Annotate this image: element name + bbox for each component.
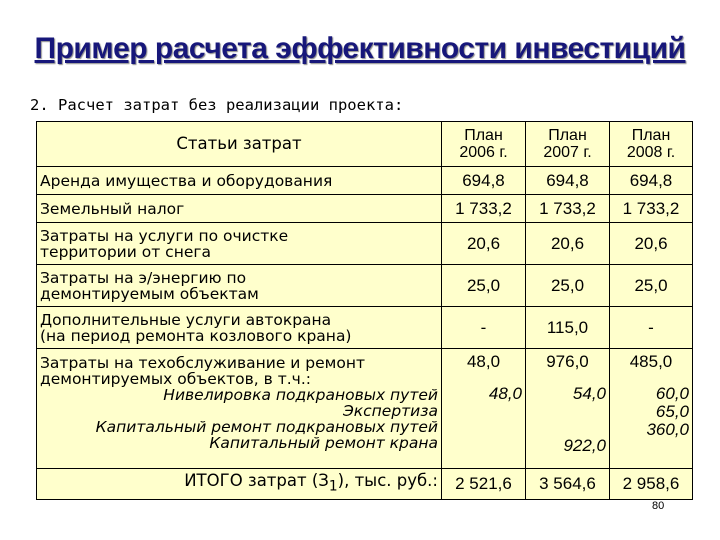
table-row <box>37 265 693 307</box>
cell-2007: 1 733,2 <box>526 195 610 223</box>
table-row <box>37 307 693 349</box>
subtotal-value: 976,0 <box>546 352 589 371</box>
cell-2006 <box>442 349 526 469</box>
sub-item-value: 54,0 <box>572 384 606 403</box>
total-2006: 2 521,6 <box>442 469 526 500</box>
total-label-text: ), тыс. руб.: <box>337 471 438 491</box>
header-year: 2006 г. <box>459 144 508 161</box>
cost-table <box>36 121 693 500</box>
row-label-line: территории от снега <box>40 242 212 261</box>
header-year: 2008 г. <box>626 144 676 161</box>
row-label: Аренда имущества и оборудования <box>37 167 442 195</box>
cell-2006: 20,6 <box>442 223 526 265</box>
cell-2008 <box>610 349 693 469</box>
sub-item-value: 48,0 <box>488 384 522 403</box>
total-label <box>37 469 442 500</box>
cell-2006: 1 733,2 <box>442 195 526 223</box>
cell-2006: - <box>442 307 526 349</box>
cell-2008: 25,0 <box>610 265 693 307</box>
sub-item-label: Капитальный ремонт подкрановых путей <box>95 418 438 436</box>
cell-2006: 25,0 <box>442 265 526 307</box>
table-row <box>37 195 693 223</box>
sub-item-value: 60,0 <box>655 384 689 403</box>
cell-2007: 694,8 <box>526 167 610 195</box>
cell-2007: 115,0 <box>526 307 610 349</box>
header-plan-label: План <box>464 127 503 144</box>
header-year: 2007 г. <box>543 144 592 161</box>
total-label-subscript: 1 <box>328 478 338 495</box>
header-plan-label: План <box>631 127 671 144</box>
row-label-line: (на период ремонта козлового крана) <box>40 326 352 345</box>
table-row <box>37 223 693 265</box>
header-plan-2008 <box>610 122 693 167</box>
row-label: Земельный налог <box>37 195 442 223</box>
sub-item-value: 922,0 <box>563 436 606 455</box>
cell-2008: 1 733,2 <box>610 195 693 223</box>
cell-2007: 25,0 <box>526 265 610 307</box>
section-subtitle: 2. Расчет затрат без реализации проекта: <box>30 96 404 114</box>
cell-2008: 20,6 <box>610 223 693 265</box>
sub-item-value: 360,0 <box>646 420 689 439</box>
table-header-row <box>37 122 693 167</box>
table-row <box>37 167 693 195</box>
header-plan-2006 <box>442 122 526 167</box>
sub-item-value: 65,0 <box>655 402 689 421</box>
row-label <box>37 349 442 469</box>
row-label-line: Дополнительные услуги автокрана <box>40 310 332 329</box>
sub-item-label: Капитальный ремонт крана <box>209 434 438 452</box>
page-number: 80 <box>652 500 665 512</box>
subtotal-value: 485,0 <box>629 352 673 371</box>
row-label-line: демонтируемым объектам <box>40 284 259 303</box>
row-label-line: демонтируемых объектов, в т.ч.: <box>40 370 311 388</box>
total-label-text: ИТОГО затрат (З <box>184 471 329 491</box>
cell-2008: 694,8 <box>610 167 693 195</box>
row-label <box>37 307 442 349</box>
sub-item-label: Нивелировка подкрановых путей <box>163 386 438 404</box>
row-label <box>37 265 442 307</box>
total-2007: 3 564,6 <box>526 469 610 500</box>
cell-2008: - <box>610 307 693 349</box>
table-total-row <box>37 469 693 500</box>
row-label-line: Затраты на услуги по очистке <box>40 226 289 245</box>
header-plan-2007 <box>526 122 610 167</box>
sub-item-label: Экспертиза <box>342 402 438 420</box>
row-label-line: Затраты на э/энергию по <box>40 268 247 287</box>
table-row-maintenance <box>37 349 693 469</box>
cell-2007 <box>526 349 610 469</box>
row-label-line: Затраты на техобслуживание и ремонт <box>40 354 365 372</box>
header-cost-items: Статьи затрат <box>37 122 442 167</box>
row-label <box>37 223 442 265</box>
cell-2006: 694,8 <box>442 167 526 195</box>
slide-title: Пример расчета эффективности инвестиций <box>34 32 686 65</box>
header-plan-label: План <box>548 127 587 144</box>
subtotal-value: 48,0 <box>466 352 501 371</box>
cell-2007: 20,6 <box>526 223 610 265</box>
total-2008: 2 958,6 <box>610 469 693 500</box>
